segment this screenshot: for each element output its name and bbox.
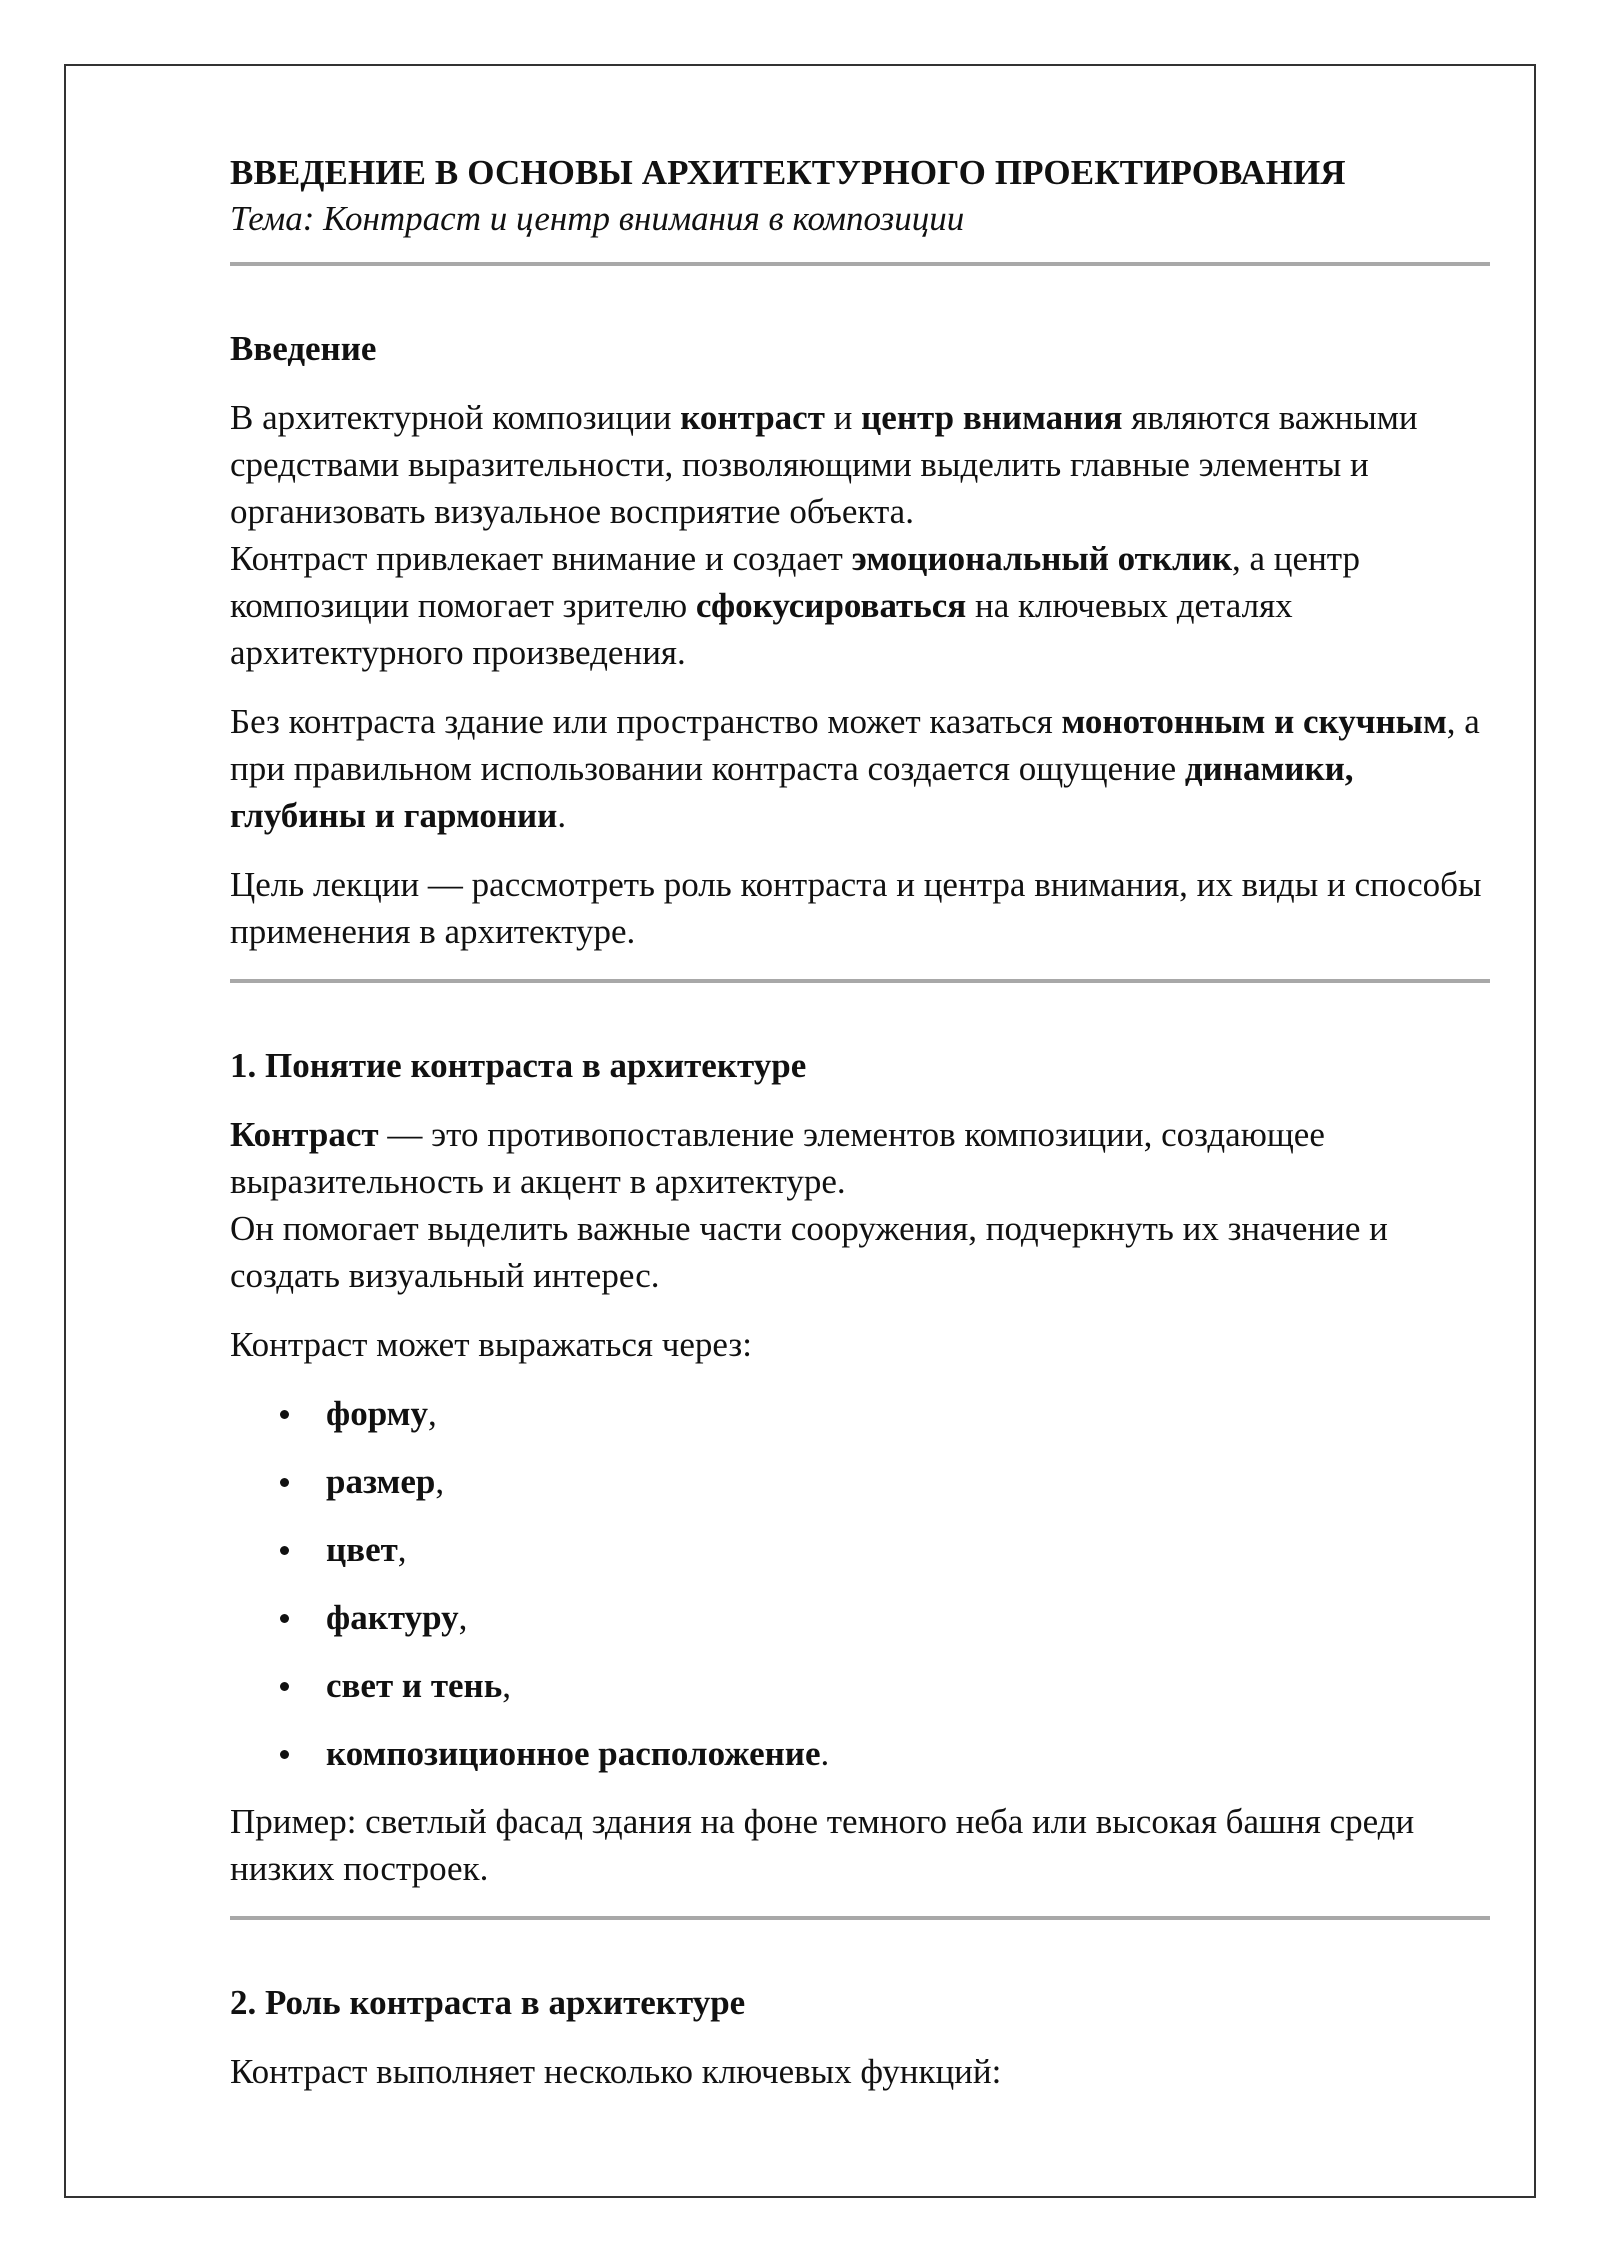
bold-term: размер	[326, 1462, 436, 1501]
text-run: .	[820, 1734, 830, 1773]
intro-paragraph-1	[230, 394, 1490, 676]
bold-term: контраст	[680, 398, 825, 437]
intro-heading: Введение	[230, 329, 377, 368]
intro-section	[230, 326, 1490, 955]
document-title: ВВЕДЕНИЕ В ОСНОВЫ АРХИТЕКТУРНОГО ПРОЕКТИРОВАНИЯ	[230, 153, 1346, 192]
section-1-example: Пример: светлый фасад здания на фоне темного неба или высокая башня среди низких построек.	[230, 1802, 1415, 1888]
bold-term: монотонным и скучным	[1061, 702, 1447, 741]
bold-term: центр внимания	[861, 398, 1123, 437]
bullet-icon	[280, 1410, 289, 1419]
bold-term: сфокусироваться	[695, 586, 967, 625]
bold-term: цвет	[326, 1530, 398, 1569]
text-run: ,	[435, 1462, 445, 1501]
text-run: — это противопоставление элементов композиции, создающее выразительность и акцент в архитектуре.	[230, 1115, 1325, 1201]
text-run: Он помогает выделить важные части сооружения, подчеркнуть их значение и создать визуальный интерес.	[230, 1209, 1388, 1295]
document-body	[230, 150, 1490, 2095]
bold-term: фактуру	[326, 1598, 459, 1637]
text-run: Без контраста здание или пространство может казаться	[230, 702, 1062, 741]
text-run: ,	[428, 1394, 437, 1433]
list-item	[230, 1390, 1490, 1458]
document-header	[230, 150, 1490, 242]
text-run: .	[557, 796, 567, 835]
bullet-icon	[280, 1682, 289, 1691]
list-item	[230, 1526, 1490, 1594]
list-item	[230, 1662, 1490, 1730]
bullet-icon	[280, 1478, 289, 1487]
bold-term: Контраст	[230, 1115, 379, 1154]
bold-term: эмоциональный отклик	[851, 539, 1233, 578]
text-run: Контраст привлекает внимание и создает	[230, 539, 852, 578]
text-run: ,	[458, 1598, 468, 1637]
section-1-paragraph-2: Контраст может выражаться через:	[230, 1325, 752, 1364]
section-1-paragraph-1	[230, 1111, 1490, 1299]
document-subtitle: Тема: Контраст и центр внимания в композиции	[230, 199, 965, 238]
intro-paragraph-3: Цель лекции — рассмотреть роль контраста и центра внимания, их виды и способы применения в архитектуре.	[230, 865, 1482, 951]
section-2	[230, 1980, 1490, 2095]
bullet-icon	[280, 1614, 289, 1623]
list-item	[230, 1730, 1490, 1798]
text-run: на ключевых деталях архитектурного произведения.	[230, 586, 1293, 672]
text-run: и	[824, 398, 862, 437]
section-1-heading: 1. Понятие контраста в архитектуре	[230, 1046, 807, 1085]
bold-term: свет и тень	[326, 1666, 503, 1705]
contrast-types-list	[230, 1390, 1490, 1798]
bullet-icon	[280, 1750, 289, 1759]
text-run: , а при правильном использовании контраста создается ощущение	[230, 702, 1480, 788]
bold-term: форму	[326, 1394, 428, 1433]
text-run: В архитектурной композиции	[230, 398, 681, 437]
section-1	[230, 1043, 1490, 1892]
bold-term: композиционное расположение	[326, 1734, 821, 1773]
bold-term: динамики, глубины и гармонии	[230, 749, 1354, 835]
bullet-icon	[280, 1546, 289, 1555]
text-run: являются важными средствами выразительности, позволяющими выделить главные элементы и организовать визуальное восприятие объекта.	[230, 398, 1418, 531]
section-2-paragraph-1: Контраст выполняет несколько ключевых функций:	[230, 2052, 1002, 2091]
text-run: , а центр композиции помогает зрителю	[230, 539, 1361, 625]
intro-paragraph-2	[230, 698, 1490, 839]
section-2-heading: 2. Роль контраста в архитектуре	[230, 1983, 746, 2022]
text-run: ,	[397, 1530, 407, 1569]
list-item	[230, 1594, 1490, 1662]
text-run: ,	[502, 1666, 511, 1705]
list-item	[230, 1458, 1490, 1526]
